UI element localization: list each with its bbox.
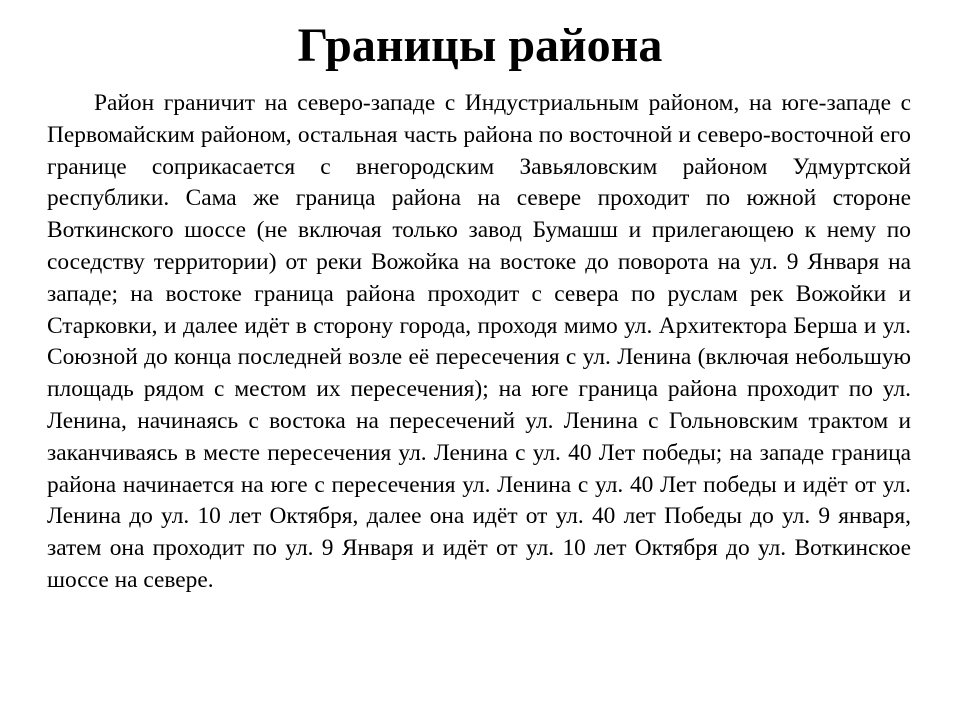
slide-title: Границы района bbox=[297, 19, 663, 72]
body-paragraph: Район граничит на северо-западе с Индустриальным районом, на юге-западе с Первомайским районом, остальная часть района по восточной и северо-восточной его границе соприкасается с внегородским Завьяловским районом Удмуртской республики. Сама же граница района на севере проходит по южной стороне Воткинского шоссе (не включая только завод Бумашш и прилегающею к нему по соседству территории) от реки Вожойка на востоке до поворота на ул. 9 Января на западе; на востоке граница района проходит с севера по руслам рек Вожойки и Старковки, и далее идёт в сторону города, проходя мимо ул. Архитектора Берша и ул. Союзной до конца последней возле её пересечения с ул. Ленина (включая небольшую площадь рядом с местом их пересечения); на юге граница района проходит по ул. Ленина, начинаясь с востока на пересечений ул. Ленина с Гольновским трактом и заканчиваясь в месте пересечения ул. Ленина с ул. 40 Лет победы; на западе граница района начинается на юге с пересечения ул. Ленина с ул. 40 Лет победы и идёт от ул. Ленина до ул. 10 лет Октября, далее она идёт от ул. 40 лет Победы до ул. 9 января, затем она проходит по ул. 9 Января и идёт от ул. 10 лет Октября до ул. Воткинское шоссе на севере. bbox=[47, 90, 911, 593]
